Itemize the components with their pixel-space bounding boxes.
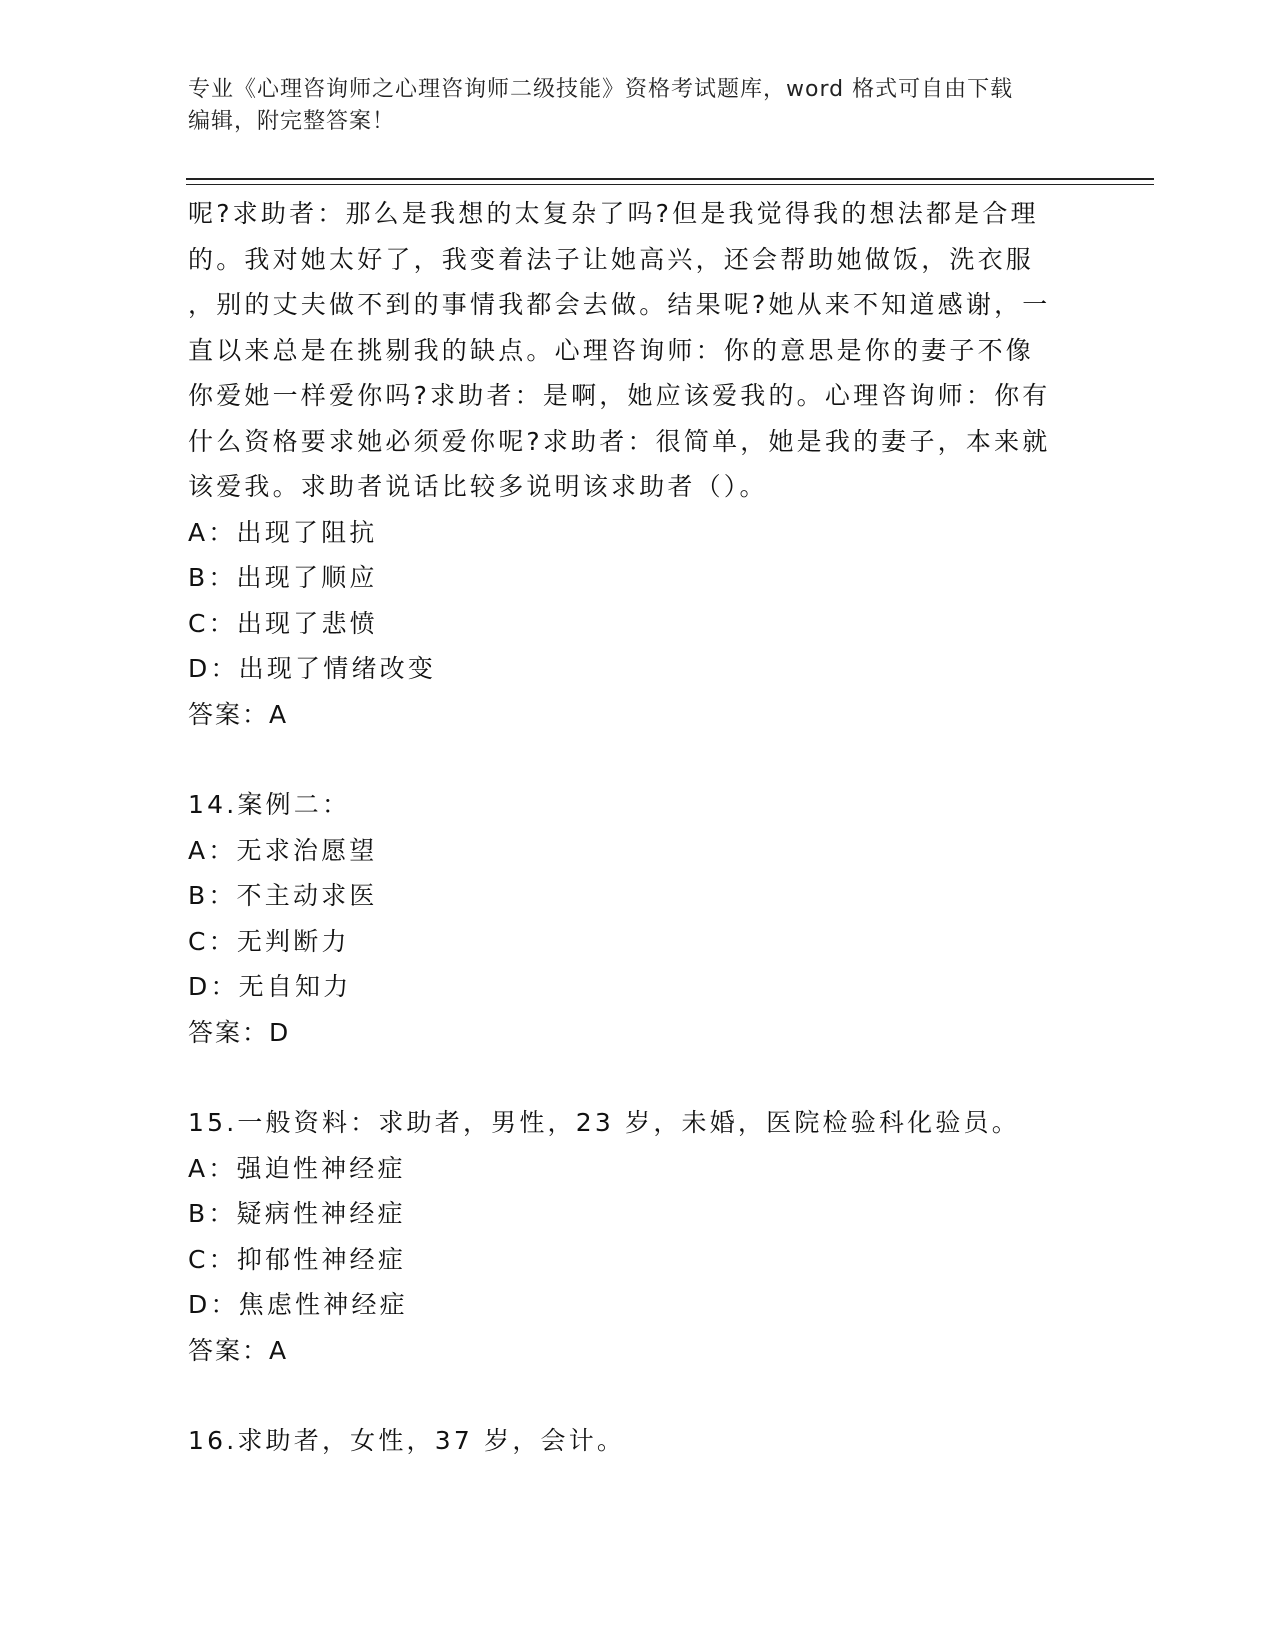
header-rule-thin: [186, 184, 1154, 185]
header-line-1: 专业《心理咨询师之心理咨询师二级技能》资格考试题库，word 格式可自由下载: [188, 77, 1014, 102]
option-b: B：不主动求医: [188, 881, 378, 910]
question-text-line: 你爱她一样爱你吗?求助者：是啊，她应该爱我的。心理咨询师：你有: [188, 381, 1051, 410]
answer-line: 答案：D: [188, 1017, 291, 1047]
option-c: C：无判断力: [188, 926, 350, 956]
option-b: B：疑病性神经症: [188, 1199, 406, 1228]
option-d: D：焦虑性神经症: [188, 1290, 408, 1319]
option-c: C：抑郁性神经症: [188, 1244, 407, 1274]
option-a: A：强迫性神经症: [188, 1153, 406, 1183]
option-d: D：出现了情绪改变: [188, 654, 437, 683]
header-line-2: 编辑，附完整答案！: [188, 109, 396, 134]
page-header: [188, 74, 1088, 138]
question-14: [188, 782, 1088, 1055]
question-text-line: ，别的丈夫做不到的事情我都会去做。结果呢?她从来不知道感谢，一: [188, 290, 1051, 319]
spacer: [188, 737, 1088, 782]
answer-line: 答案：A: [188, 699, 289, 729]
question-stem: 16.求助者，女性，37 岁，会计。: [188, 1426, 626, 1455]
question-text-line: 直以来总是在挑剔我的缺点。心理咨询师：你的意思是你的妻子不像: [188, 335, 1035, 365]
option-c: C：出现了悲愤: [188, 608, 378, 638]
question-text-line: 什么资格要求她必须爱你呢?求助者：很简单，她是我的妻子，本来就: [188, 426, 1051, 456]
option-d: D：无自知力: [188, 972, 352, 1001]
option-a: A：无求治愿望: [188, 835, 378, 865]
question-16: [188, 1418, 1088, 1464]
question-text-line: 呢?求助者：那么是我想的太复杂了吗?但是我觉得我的想法都是合理: [188, 199, 1039, 228]
question-13-continuation: [188, 191, 1088, 737]
spacer: [188, 1373, 1088, 1418]
question-text-line: 的。我对她太好了，我变着法子让她高兴，还会帮助她做饭，洗衣服: [188, 244, 1035, 274]
spacer: [188, 1055, 1088, 1100]
header-rule-thick: [186, 178, 1154, 180]
answer-line: 答案：A: [188, 1335, 289, 1365]
question-15: [188, 1100, 1088, 1373]
option-b: B：出现了顺应: [188, 563, 378, 592]
question-text-line: 该爱我。求助者说话比较多说明该求助者（）。: [188, 472, 768, 501]
question-stem: 14.案例二：: [188, 790, 351, 819]
question-content: [188, 191, 1088, 1464]
question-stem: 15.一般资料：求助者，男性，23 岁，未婚，医院检验科化验员。: [188, 1108, 1020, 1137]
option-a: A：出现了阻抗: [188, 517, 378, 547]
